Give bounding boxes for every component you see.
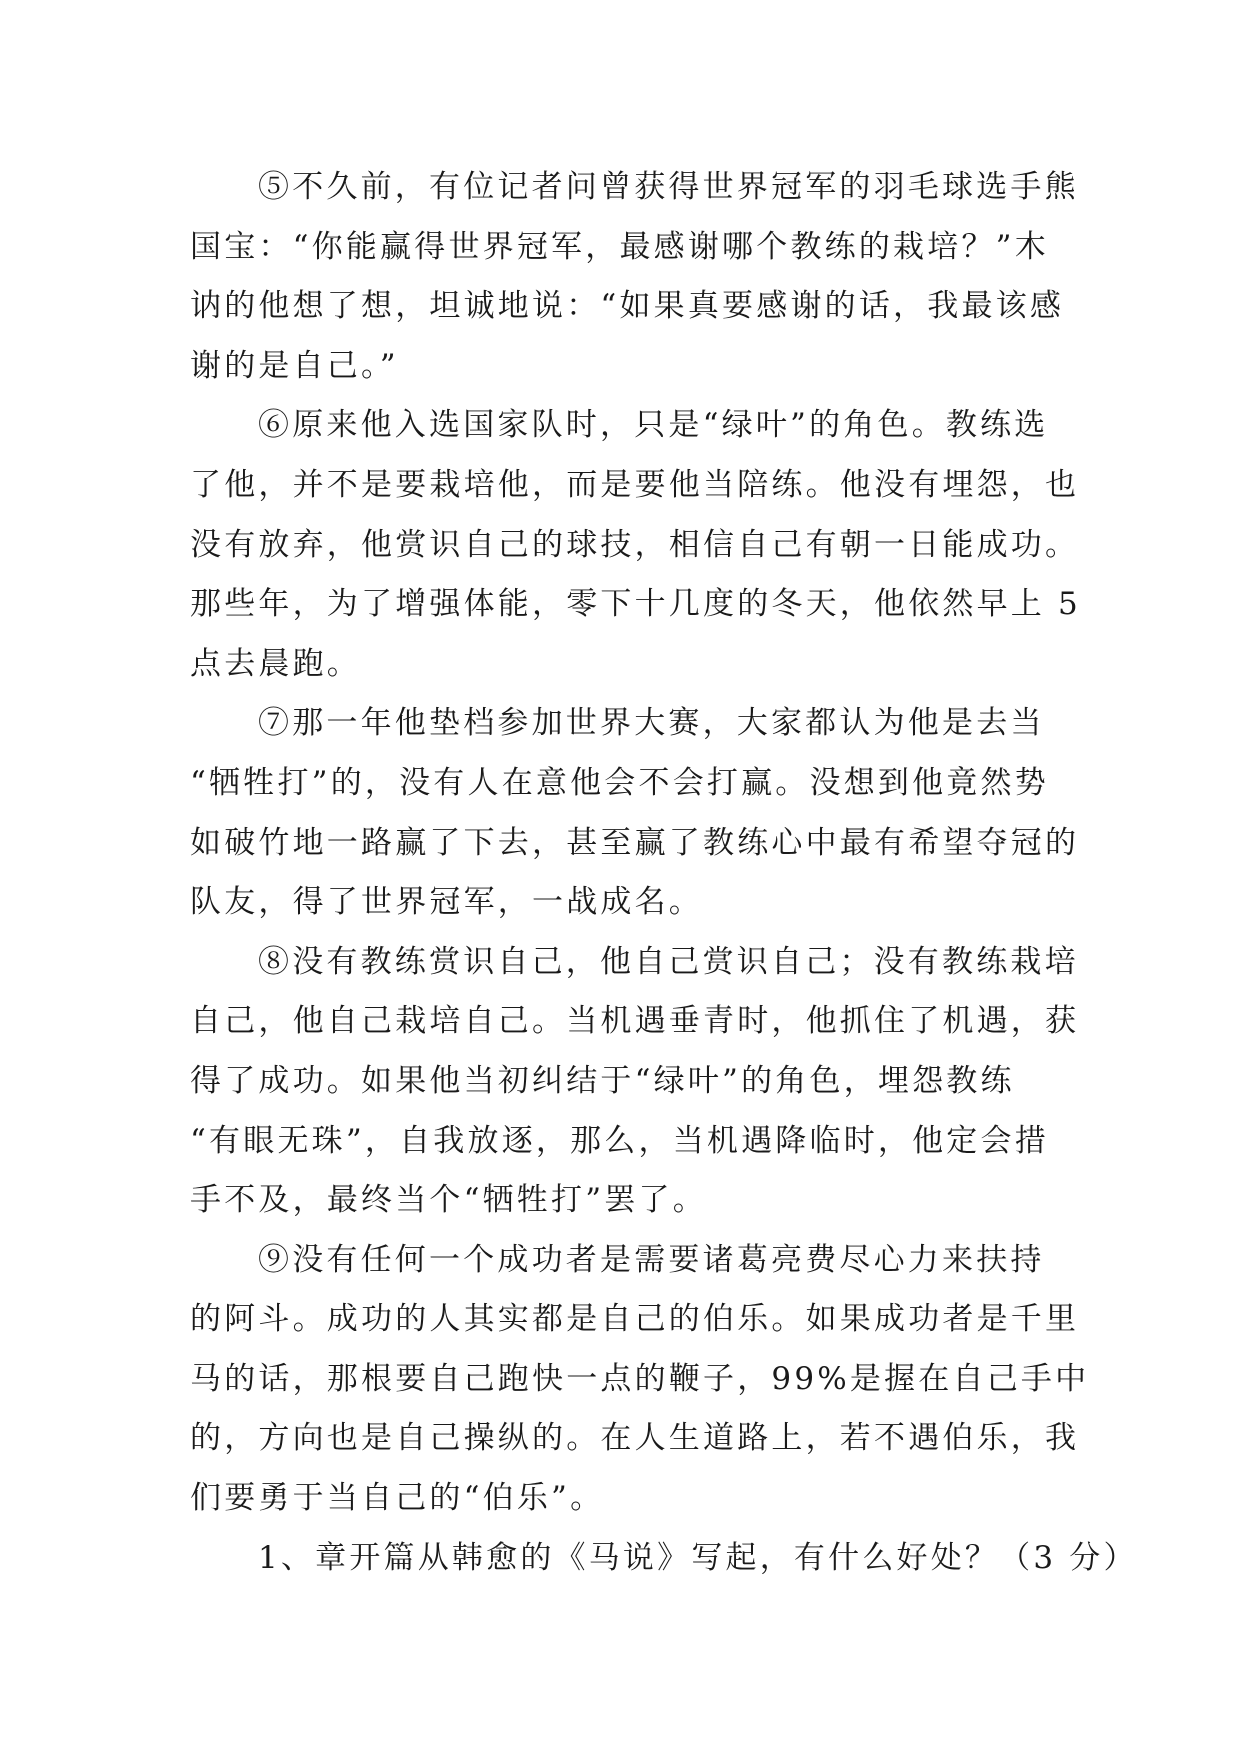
text-line: 手不及，最终当个“牺牲打”罢了。	[190, 1182, 707, 1219]
text-line: 如破竹地一路赢了下去，甚至赢了教练心中最有希望夺冠的	[190, 824, 1080, 861]
question-text: 1、章开篇从韩愈的《马说》写起，有什么好处？（3 分）	[258, 1539, 1138, 1576]
text-line: 点去晨跑。	[190, 645, 361, 682]
paragraph-7	[190, 694, 1080, 932]
text-line: 那些年，为了增强体能，零下十几度的冬天，他依然早上 5	[190, 586, 1081, 623]
text-line: 没有放弃，他赏识自己的球技，相信自己有朝一日能成功。	[190, 526, 1080, 563]
text-line: 们要勇于当自己的“伯乐”。	[190, 1480, 605, 1517]
text-line: 讷的他想了想，坦诚地说：“如果真要感谢的话，我最该感	[190, 288, 1065, 325]
text-line: “有眼无珠”，自我放逐，那么，当机遇降临时，他定会措	[190, 1122, 1049, 1159]
text-line: ⑤不久前，有位记者问曾获得世界冠军的羽毛球选手熊	[258, 169, 1079, 205]
paragraph-5	[190, 158, 1079, 396]
text-line: ⑧没有教练赏识自己，他自己赏识自己；没有教练栽培	[258, 943, 1079, 980]
text-line: 马的话，那根要自己跑快一点的鞭子，99%是握在自己手中	[190, 1360, 1090, 1397]
text-body	[190, 158, 1138, 1588]
text-line: 国宝：“你能赢得世界冠军，最感谢哪个教练的栽培？”木	[190, 228, 1049, 265]
text-line: ⑥原来他入选国家队时，只是“绿叶”的角色。教练选	[258, 407, 1049, 444]
text-line: ⑦那一年他垫档参加世界大赛，大家都认为他是去当	[258, 705, 1045, 742]
text-line: 了他，并不是要栽培他，而是要他当陪练。他没有埋怨，也	[190, 466, 1080, 503]
text-line: 得了成功。如果他当初纠结于“绿叶”的角色，埋怨教练	[190, 1062, 1015, 1099]
text-line: ⑨没有任何一个成功者是需要诸葛亮费尽心力来扶持	[258, 1241, 1045, 1278]
text-line: 的，方向也是自己操纵的。在人生道路上，若不遇伯乐，我	[190, 1420, 1080, 1457]
text-line: “牺牲打”的，没有人在意他会不会打赢。没想到他竟然势	[190, 764, 1049, 801]
paragraph-6	[190, 396, 1081, 694]
question-1	[190, 1529, 1138, 1589]
text-line: 谢的是自己。”	[190, 347, 399, 384]
text-line: 队友，得了世界冠军，一战成名。	[190, 884, 703, 921]
text-line: 的阿斗。成功的人其实都是自己的伯乐。如果成功者是千里	[190, 1301, 1080, 1338]
paragraph-8	[190, 933, 1080, 1231]
paragraph-9	[190, 1231, 1090, 1529]
text-line: 自己，他自己栽培自己。当机遇垂青时，他抓住了机遇，获	[190, 1003, 1080, 1040]
